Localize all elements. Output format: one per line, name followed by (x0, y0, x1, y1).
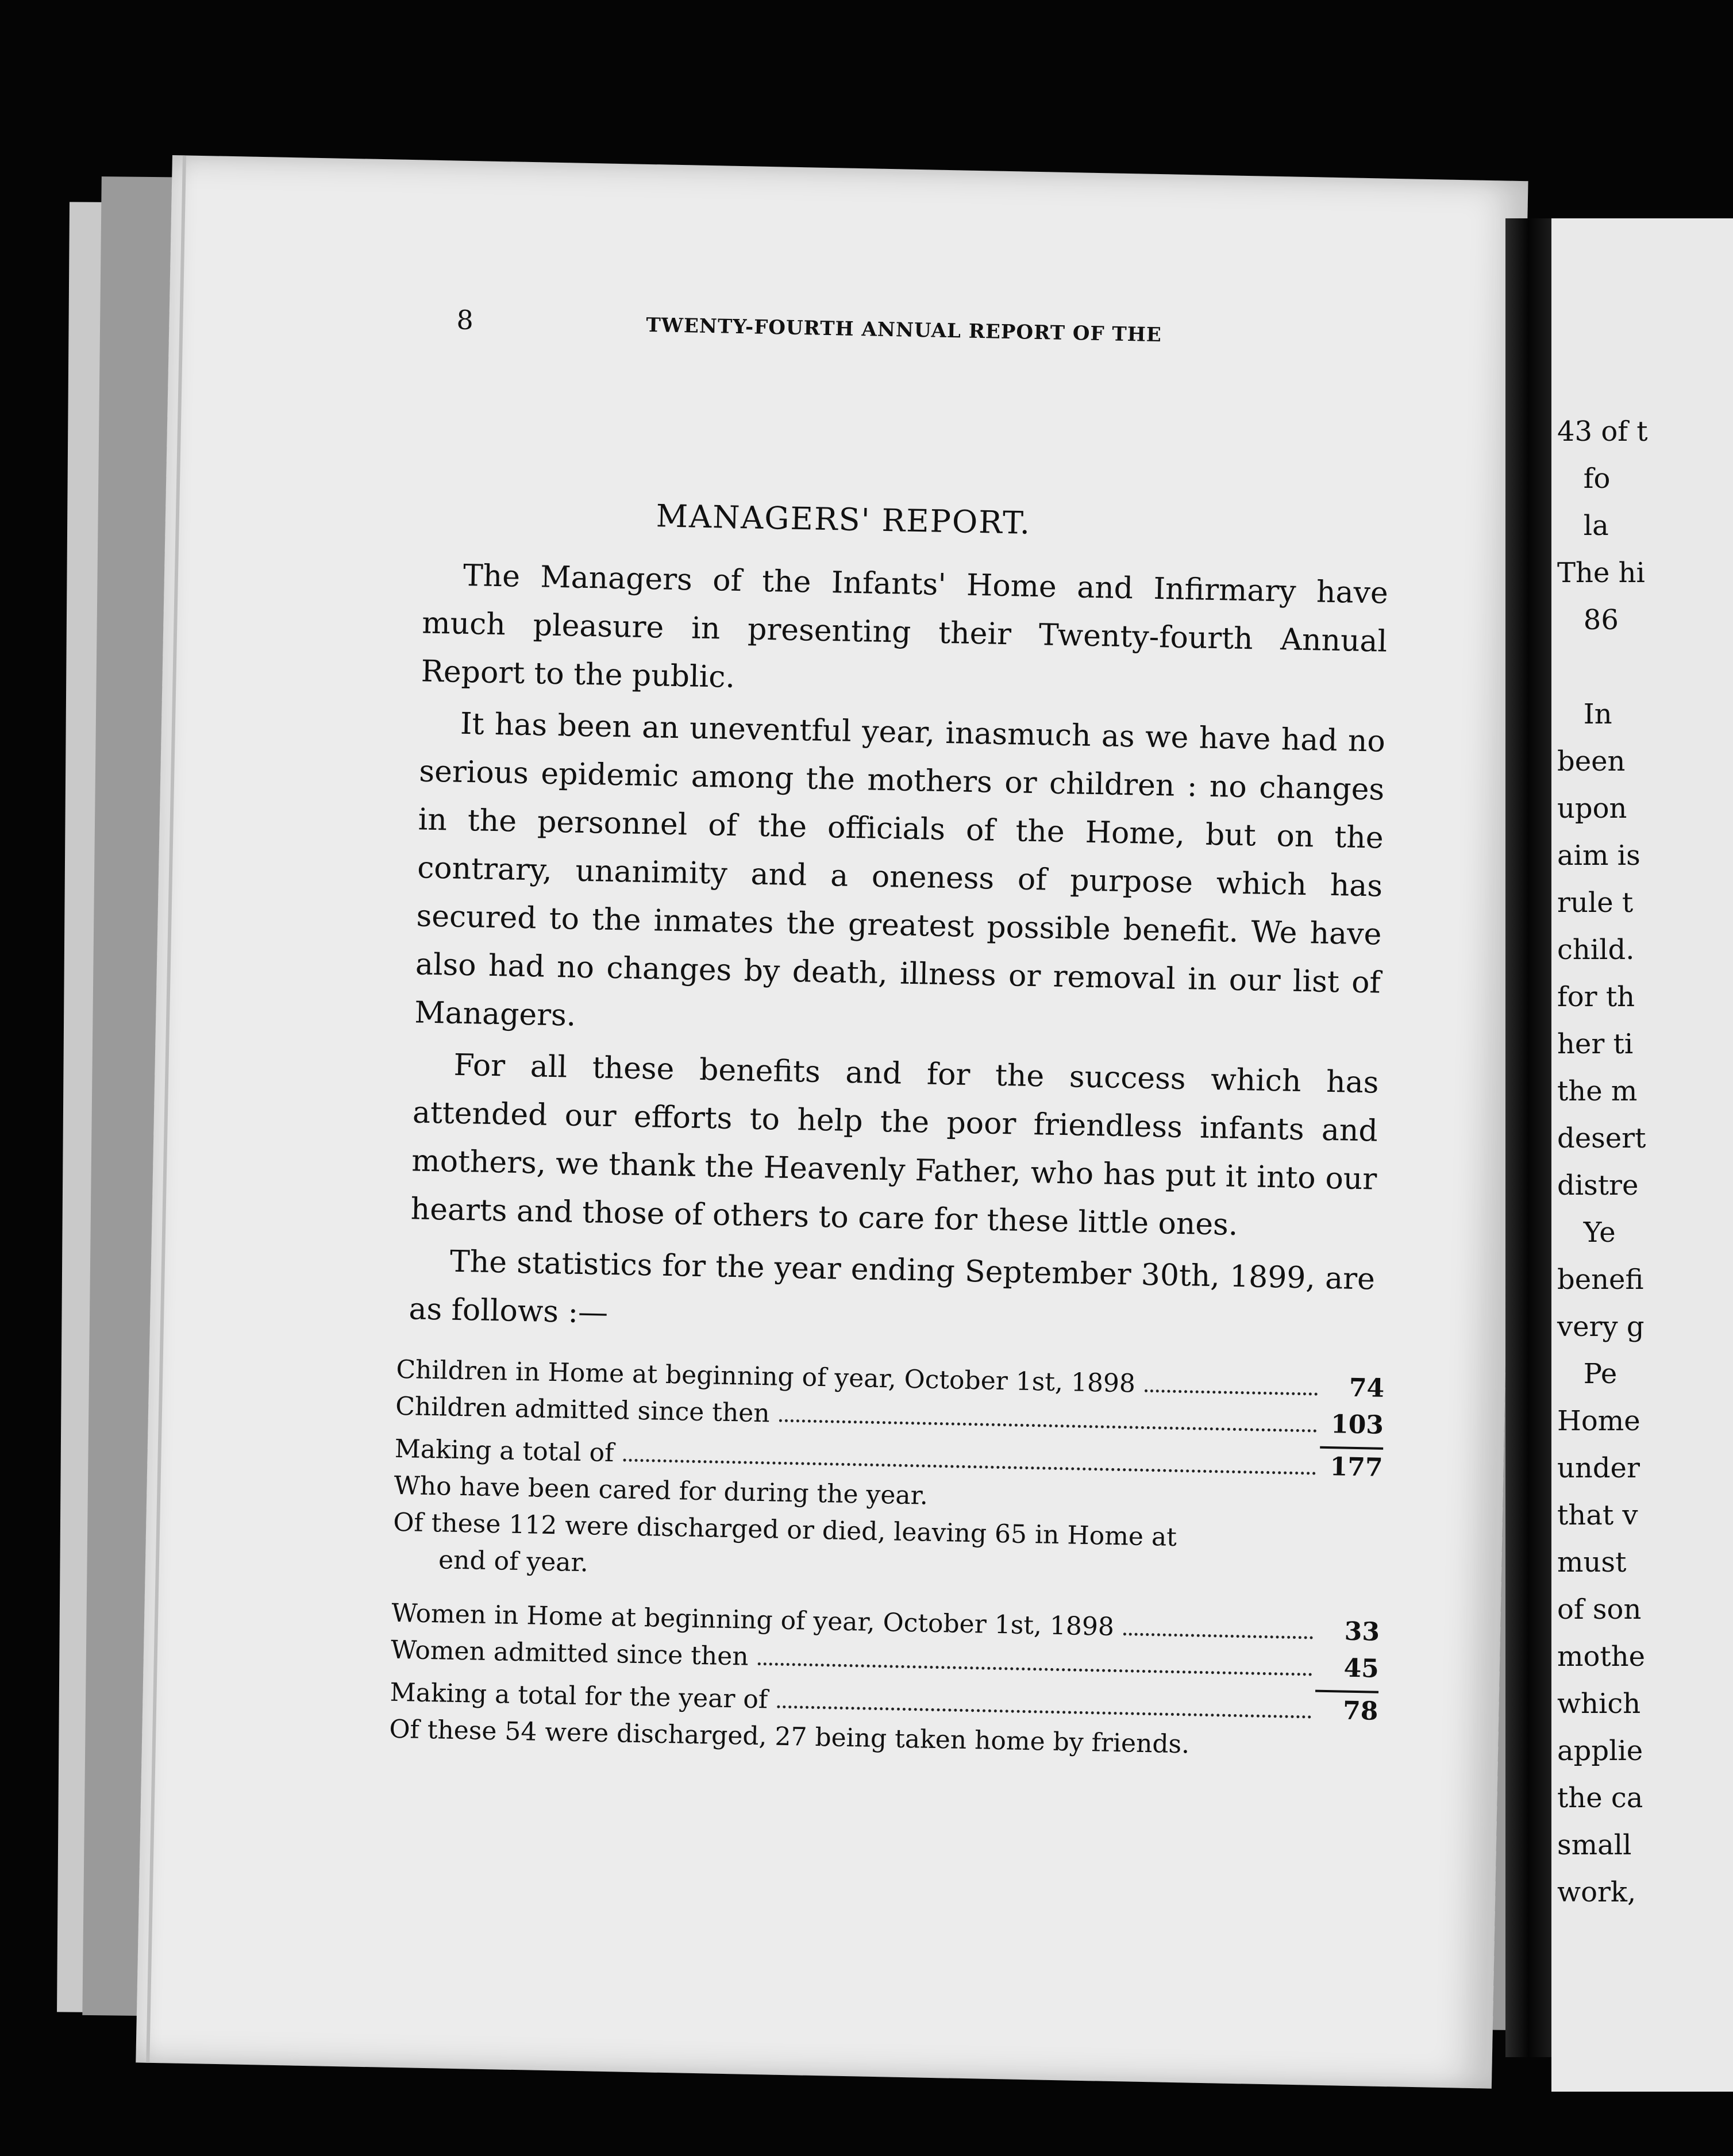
right-page-line: Ye (1557, 1216, 1616, 1249)
right-page-line: the m (1557, 1075, 1638, 1107)
right-page-line: In (1557, 698, 1612, 730)
section-title: MANAGERS' REPORT. (656, 498, 1031, 541)
right-page-line: benefi (1557, 1264, 1644, 1296)
right-page-line: work, (1557, 1876, 1636, 1908)
left-page (136, 155, 1528, 2089)
right-page-line: been (1557, 745, 1626, 777)
right-page-fragment (1551, 218, 1733, 2092)
right-page-line: fo (1557, 463, 1611, 495)
stat-note: Who have been cared for during the year. (394, 1470, 929, 1511)
right-page-line: Pe (1557, 1358, 1618, 1390)
right-page-line: aim is (1557, 840, 1640, 872)
stat-value: 45 (1343, 1653, 1380, 1684)
stat-value: 33 (1344, 1616, 1380, 1647)
right-page-line: very g (1557, 1311, 1645, 1343)
page-number: 8 (456, 304, 474, 336)
stat-note: Of these 54 were discharged, 27 being taken home by friends. (388, 1714, 1190, 1760)
right-page-line: 86 (1557, 604, 1619, 636)
right-page-line: Home (1557, 1405, 1640, 1437)
right-page-line: upon (1557, 792, 1627, 825)
stat-note: end of year. (438, 1545, 589, 1578)
right-page-line: rule t (1557, 887, 1634, 919)
right-page-line: la (1557, 510, 1609, 542)
right-page-line: under (1557, 1452, 1640, 1484)
stat-note: Of these 112 were discharged or died, leaving 65 in Home at (392, 1507, 1177, 1552)
stat-value: 103 (1330, 1410, 1384, 1440)
paragraph-uneventful-year: It has been an uneventful year, inasmuch as we have had no serious epidemic among the mothers or children : no changes in the personnel of the officials of the Home, but on the contrary, unanimity and a oneness of purpose which has secured to the inmates the greatest possible benefit. We have also had no changes by death, illness or removal in our list of Managers. (414, 706, 1386, 1033)
right-page-line: must (1557, 1546, 1627, 1578)
stat-value: 78 (1342, 1696, 1378, 1726)
paragraph-thanks: For all these benefits and for the success which has attended our efforts to help the poor friendless infants and mothers, we thank the Heavenly Father, who has put it into our hearts and those of others to care for these little ones. (410, 1048, 1379, 1242)
right-page-line: that v (1557, 1499, 1638, 1531)
stat-label: Making a total of (394, 1434, 614, 1468)
stat-label: Women in Home at beginning of year, October 1st, 1898 (391, 1598, 1115, 1642)
leader-dots (1145, 1389, 1318, 1396)
book-gutter (1505, 218, 1551, 2057)
stat-label: Children in Home at beginning of year, October 1st, 1898 (396, 1354, 1136, 1399)
right-page-line: 43 of t (1557, 415, 1648, 448)
right-page-line: of son (1557, 1593, 1642, 1626)
paragraph-statistics-intro: The statistics for the year ending September 30th, 1899, are as follows :— (408, 1244, 1376, 1330)
right-page-line: applie (1557, 1735, 1643, 1767)
right-page-line: The hi (1557, 557, 1645, 589)
right-page-line: mothe (1557, 1641, 1646, 1673)
leader-dots (779, 1419, 1316, 1433)
leader-dots (757, 1662, 1312, 1676)
right-page-line: child. (1557, 934, 1635, 966)
stat-value: 74 (1349, 1373, 1385, 1403)
report-body (409, 551, 1389, 1356)
running-head: TWENTY-FOURTH ANNUAL REPORT OF THE (646, 313, 1162, 347)
stat-label: Making a total for the year of (390, 1677, 768, 1715)
leader-dots (1123, 1633, 1313, 1639)
leader-dots (623, 1458, 1316, 1474)
statistics-table (389, 1355, 1385, 1770)
right-page-line: for th (1557, 981, 1635, 1013)
stat-label: Women admitted since then (390, 1635, 749, 1672)
right-page-line: the ca (1557, 1782, 1643, 1814)
right-page-line (1557, 644, 1648, 691)
right-page-line: her ti (1557, 1028, 1634, 1060)
right-page-line: which (1557, 1688, 1641, 1720)
right-page-text (1557, 408, 1648, 1916)
stat-value: 177 (1330, 1452, 1384, 1483)
page-header (456, 305, 1434, 358)
leader-dots (777, 1705, 1311, 1719)
right-page-line: small (1557, 1829, 1632, 1861)
stat-label: Children admitted since then (395, 1391, 771, 1429)
paragraph-intro: The Managers of the Infants' Home and Infirmary have much pleasure in presenting their Twenty-fourth Annual Report to the public. (421, 558, 1389, 695)
right-page-line: desert (1557, 1122, 1646, 1154)
right-page-line: distre (1557, 1169, 1639, 1202)
